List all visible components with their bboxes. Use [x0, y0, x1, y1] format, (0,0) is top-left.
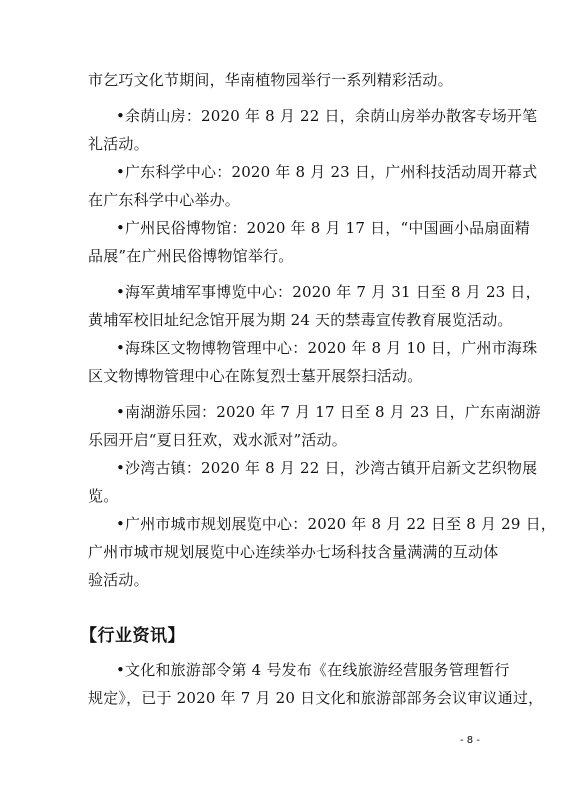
bullet-tourism-regulation: •文化和旅游部令第 4 号发布《在线旅游经营服务管理暂行: [116, 661, 510, 679]
bullet-haizhu-heritage: •海珠区文物博物管理中心：2020 年 8 月 10 日，广州市海珠: [116, 339, 538, 357]
bullet-yuyin-shanfang: •余荫山房：2020 年 8 月 22 日，余荫山房举办散客专场开笔: [116, 107, 538, 125]
bullet-huangpu-military-expo: •海军黄埔军事博览中心：2020 年 7 月 31 日至 8 月 23 日，: [116, 283, 541, 301]
paragraph-line: 黄埔军校旧址纪念馆开展为期 24 天的禁毒宣传教育展览活动。: [88, 311, 513, 329]
bullet-nanhu-park: •南湖游乐园：2020 年 7 月 17 日至 8 月 23 日，广东南湖游: [116, 403, 541, 421]
paragraph-line: 礼活动。: [88, 135, 149, 153]
bullet-urban-planning-center: •广州市城市规划展览中心：2020 年 8 月 22 日至 8 月 29 日，: [116, 515, 556, 533]
paragraph-line: 区文物博物管理中心在陈复烈士墓开展祭扫活动。: [88, 367, 423, 385]
paragraph-line: 验活动。: [88, 571, 149, 589]
paragraph-line: 乐园开启“夏日狂欢，戏水派对”活动。: [88, 431, 347, 449]
bullet-folk-museum: •广州民俗博物馆：2020 年 8 月 17 日，“中国画小品扇面精: [116, 219, 530, 237]
section-title: 【行业资讯】: [80, 626, 185, 646]
page-number: - 8 -: [460, 735, 480, 746]
paragraph-line: 品展”在广州民俗博物馆举行。: [88, 247, 294, 265]
bullet-guangdong-science-center: •广东科学中心：2020 年 8 月 23 日，广州科技活动周开幕式: [116, 163, 538, 181]
bullet-shawan-town: •沙湾古镇：2020 年 8 月 22 日，沙湾古镇开启新文艺织物展: [116, 459, 538, 477]
paragraph-line: 规定》，已于 2020 年 7 月 20 日文化和旅游部部务会议审议通过，: [88, 689, 544, 707]
paragraph-line: 览。: [88, 487, 119, 505]
paragraph-line: 广州市城市规划展览中心连续举办七场科技含量满满的互动体: [88, 543, 499, 561]
paragraph-line: 市乞巧文化节期间，华南植物园举行一系列精彩活动。: [88, 71, 453, 89]
paragraph-line: 在广东科学中心举办。: [88, 191, 241, 209]
